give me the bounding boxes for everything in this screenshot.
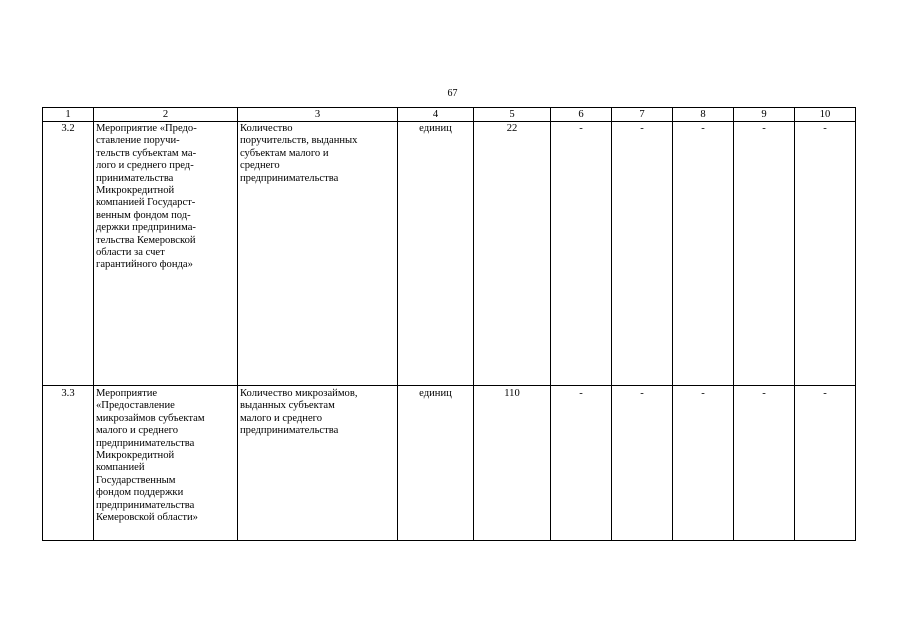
- event-text: Мероприятие «Предоставление микрозаймов субъектам малого и среднего предпринимательства Микрокредитной компанией Государственным фондом поддержки предпринимательства Кемеровской области»: [96, 388, 205, 524]
- indicator-cell: [238, 386, 398, 541]
- column-header-10: 10: [795, 108, 856, 122]
- column-header-4: 4: [398, 108, 474, 122]
- unit-cell: единиц: [398, 122, 474, 386]
- value-cell-6: -: [551, 122, 612, 386]
- value-cell-7: -: [612, 386, 673, 541]
- column-header-9: 9: [734, 108, 795, 122]
- indicators-table: [42, 107, 856, 541]
- page-number: 67: [447, 88, 458, 99]
- indicator-text: Количество поручительств, выданных субъектам малого и среднего предпринимательства: [240, 123, 358, 184]
- table-row: [43, 386, 856, 541]
- column-header-2: 2: [94, 108, 238, 122]
- value-cell-9: -: [734, 122, 795, 386]
- indicator-text: Количество микрозаймов, выданных субъектам малого и среднего предпринимательства: [240, 388, 358, 437]
- event-cell: [94, 386, 238, 541]
- table-header-row: [43, 108, 856, 122]
- column-header-6: 6: [551, 108, 612, 122]
- column-header-5: 5: [474, 108, 551, 122]
- event-cell: [94, 122, 238, 386]
- column-header-3: 3: [238, 108, 398, 122]
- table-row: [43, 122, 856, 386]
- column-header-8: 8: [673, 108, 734, 122]
- value-cell-7: -: [612, 122, 673, 386]
- value-cell-9: -: [734, 386, 795, 541]
- unit-cell: единиц: [398, 386, 474, 541]
- row-number-cell: 3.3: [43, 386, 94, 541]
- column-header-7: 7: [612, 108, 673, 122]
- column-header-1: 1: [43, 108, 94, 122]
- value-cell-10: -: [795, 122, 856, 386]
- indicator-cell: [238, 122, 398, 386]
- event-text: Мероприятие «Предо- ставление поручи- тельств субъектам ма- лого и среднего пред- принимательства Микрокредитной компанией Государст- венным фондом под- держки предпринима- тельства Кемеровской области за счет гарантийного фонда»: [96, 123, 197, 271]
- row-number-cell: 3.2: [43, 122, 94, 386]
- value-cell-10: -: [795, 386, 856, 541]
- value-cell-8: -: [673, 386, 734, 541]
- value-cell-6: -: [551, 386, 612, 541]
- value-cell-8: -: [673, 122, 734, 386]
- value-cell-5: 22: [474, 122, 551, 386]
- value-cell-5: 110: [474, 386, 551, 541]
